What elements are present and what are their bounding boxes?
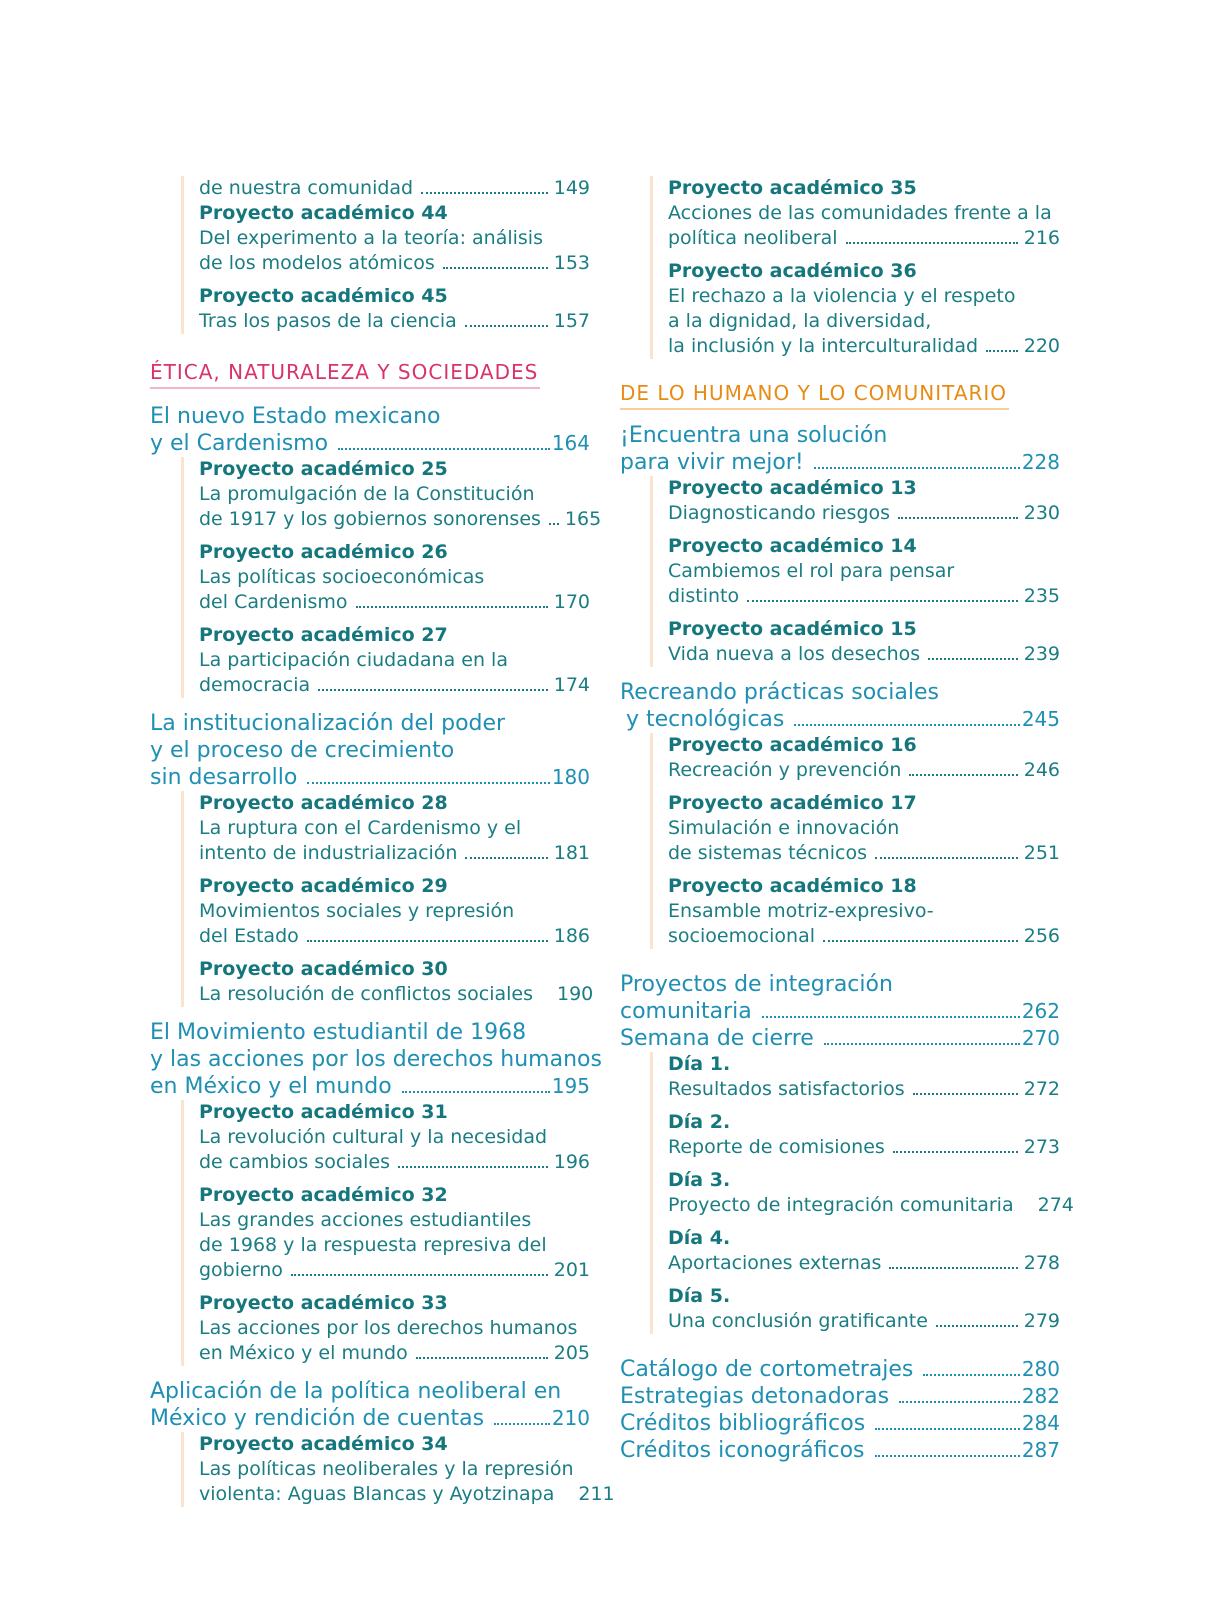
chapter-title[interactable]: Proyectos de integración: [620, 972, 893, 997]
project-group: [181, 1100, 590, 1366]
entry-text: violenta: Aguas Blancas y Ayotzinapa: [199, 1483, 555, 1505]
entry-text: Estrategias detonadoras: [620, 1384, 890, 1409]
dot-leader: [928, 658, 1018, 660]
project-title: Proyecto académico 33: [199, 1292, 448, 1314]
toc-entry[interactable]: [668, 758, 1060, 783]
toc-entry[interactable]: [668, 1135, 1060, 1160]
toc-entry[interactable]: [668, 642, 1060, 667]
tail-entry-creditos-iconograficos[interactable]: [620, 1437, 1060, 1464]
chapter-title[interactable]: y las acciones por los derechos humanos: [150, 1047, 602, 1072]
chapter-title[interactable]: La institucionalización del poder: [150, 711, 506, 736]
day-title: Día 5.: [668, 1285, 731, 1307]
dot-leader: [402, 1091, 550, 1093]
dot-leader: [291, 1274, 548, 1276]
entry-text: en México y el mundo: [199, 1342, 408, 1364]
toc-entry[interactable]: [199, 1482, 615, 1507]
toc-entry[interactable]: [668, 1193, 1074, 1218]
entry-text: Una conclusión gratificante: [668, 1310, 928, 1332]
toc-continued-block: [181, 176, 590, 334]
toc-entry[interactable]: [199, 1341, 590, 1366]
chapter-title[interactable]: Recreando prácticas sociales: [620, 680, 939, 705]
project-line: a la dignidad, la diversidad,: [668, 310, 932, 332]
page-number: 279: [1023, 1310, 1060, 1332]
toc-entry[interactable]: [199, 924, 590, 949]
chapter-title[interactable]: El Movimiento estudiantil de 1968: [150, 1020, 527, 1045]
dot-leader: [338, 448, 550, 450]
chapter-title[interactable]: Aplicación de la política neoliberal en: [150, 1379, 562, 1404]
day-title: Día 4.: [668, 1227, 731, 1249]
page-number: 287: [1021, 1438, 1060, 1462]
entry-text: para vivir mejor!: [620, 450, 804, 475]
dot-leader: [398, 1166, 548, 1168]
page-number: 165: [564, 508, 602, 530]
entry-text: México y rendición de cuentas: [150, 1406, 485, 1431]
project-line: Movimientos sociales y represión: [199, 900, 515, 922]
project-title: Proyecto académico 15: [668, 618, 917, 640]
project-title: Proyecto académico 26: [199, 541, 448, 563]
page-number: 195: [551, 1074, 590, 1098]
entry-text: Catálogo de cortometrajes: [620, 1357, 914, 1382]
dot-leader: [443, 267, 548, 269]
dot-leader: [893, 1151, 1018, 1153]
project-line: Acciones de las comunidades frente a la: [668, 202, 1052, 224]
entry-text: de 1917 y los gobiernos sonorenses: [199, 508, 541, 530]
chapter-title[interactable]: y el proceso de crecimiento: [150, 738, 455, 763]
dot-leader: [814, 467, 1020, 469]
entry-text: en México y el mundo: [150, 1074, 392, 1099]
toc-continued-block: [650, 176, 1060, 359]
entry-text: de nuestra comunidad: [199, 177, 414, 199]
toc-entry[interactable]: [668, 1309, 1060, 1334]
page-number: 256: [1023, 925, 1060, 947]
chapter-entry[interactable]: [150, 1073, 590, 1100]
project-line: Las políticas neoliberales y la represión: [199, 1458, 574, 1480]
entry-text: Vida nueva a los desechos: [668, 643, 921, 665]
page-number: 220: [1023, 335, 1060, 357]
chapter-entry[interactable]: [150, 430, 590, 457]
project-group: [181, 457, 602, 698]
entry-text: del Cardenismo: [199, 591, 348, 613]
project-line: Del experimento a la teoría: análisis: [199, 227, 543, 249]
project-line: La revolución cultural y la necesidad: [199, 1126, 548, 1148]
entry-text: Recreación y prevención: [668, 759, 902, 781]
project-line: Las grandes acciones estudiantiles: [199, 1209, 532, 1231]
toc-entry[interactable]: [668, 584, 1060, 609]
tail-entry-creditos-bibliograficos[interactable]: [620, 1410, 1060, 1437]
section-heading: ÉTICA, NATURALEZA Y SOCIEDADES: [150, 360, 540, 389]
project-title: Proyecto académico 16: [668, 734, 917, 756]
entry-text: Tras los pasos de la ciencia: [199, 310, 457, 332]
project-title: Proyecto académico 13: [668, 477, 917, 499]
project-line: Cambiemos el rol para pensar: [668, 560, 955, 582]
entry-text: Créditos iconográficos: [620, 1438, 865, 1463]
entry-text: democracia: [199, 674, 311, 696]
project-line: La promulgación de la Constitución: [199, 483, 535, 505]
page-number: 210: [551, 1406, 590, 1430]
page-number: 272: [1023, 1078, 1060, 1100]
dot-leader: [307, 940, 548, 942]
page-number: 205: [553, 1342, 590, 1364]
page-number: 282: [1021, 1384, 1060, 1408]
toc-entry[interactable]: [668, 924, 1060, 949]
toc-entry[interactable]: [199, 590, 590, 615]
page-number: 181: [553, 842, 590, 864]
entry-text: gobierno: [199, 1259, 283, 1281]
dot-leader: [421, 192, 548, 194]
chapter-entry[interactable]: [150, 764, 590, 791]
project-title: Proyecto académico 31: [199, 1101, 448, 1123]
page-number: 164: [551, 431, 590, 455]
dot-leader: [318, 689, 548, 691]
entry-text: la inclusión y la interculturalidad: [668, 335, 979, 357]
entry-text: de sistemas técnicos: [668, 842, 867, 864]
page-number: 262: [1021, 999, 1060, 1023]
project-title: Proyecto académico 44: [199, 202, 448, 224]
page-number: 196: [553, 1151, 590, 1173]
page-number: 278: [1023, 1252, 1060, 1274]
entry-text: Semana de cierre: [620, 1026, 814, 1051]
page-number: 180: [551, 765, 590, 789]
day-group: [650, 1052, 1074, 1334]
entry-text: Resultados satisfactorios: [668, 1078, 905, 1100]
entry-text: intento de industrialización: [199, 842, 458, 864]
project-title: Proyecto académico 35: [668, 177, 917, 199]
project-group: [181, 1432, 615, 1507]
page-number: 235: [1023, 585, 1060, 607]
project-group: [650, 733, 1060, 949]
dot-leader: [899, 1401, 1020, 1403]
project-title: Proyecto académico 28: [199, 792, 448, 814]
dot-leader: [889, 1267, 1017, 1269]
dot-leader: [898, 517, 1018, 519]
project-title: Proyecto académico 17: [668, 792, 917, 814]
page-number: 251: [1023, 842, 1060, 864]
project-group: [181, 791, 594, 1007]
project-group: [650, 476, 1060, 667]
day-title: Día 2.: [668, 1111, 731, 1133]
entry-text: sin desarrollo: [150, 765, 298, 790]
entry-text: distinto: [668, 585, 740, 607]
page-number: 280: [1021, 1357, 1060, 1381]
day-title: Día 1.: [668, 1053, 731, 1075]
project-title: Proyecto académico 34: [199, 1433, 448, 1455]
toc-entry[interactable]: [668, 1077, 1060, 1102]
page-number: 239: [1023, 643, 1060, 665]
project-line: Las políticas socioeconómicas: [199, 566, 485, 588]
entry-text: La resolución de conflictos sociales: [199, 983, 533, 1005]
dot-leader: [465, 857, 547, 859]
chapter-entry[interactable]: [620, 706, 1060, 733]
project-title: Proyecto académico 14: [668, 535, 917, 557]
toc-entry[interactable]: [668, 501, 1060, 526]
dot-leader: [923, 1374, 1019, 1376]
page-number: 274: [1037, 1194, 1074, 1216]
page-number: 216: [1023, 227, 1060, 249]
dot-leader: [824, 1043, 1020, 1045]
dot-leader: [794, 724, 1019, 726]
toc-entry[interactable]: [199, 673, 590, 698]
dot-leader: [465, 325, 548, 327]
project-line: Las acciones por los derechos humanos: [199, 1317, 578, 1339]
project-title: Proyecto académico 36: [668, 260, 917, 282]
dot-leader: [494, 1423, 550, 1425]
project-title: Proyecto académico 18: [668, 875, 917, 897]
section-heading: DE LO HUMANO Y LO COMUNITARIO: [620, 381, 1009, 410]
toc-entry[interactable]: [199, 251, 590, 276]
project-title: Proyecto académico 29: [199, 875, 448, 897]
entry-text: y el Cardenismo: [150, 431, 329, 456]
project-title: Proyecto académico 25: [199, 458, 448, 480]
toc-entry[interactable]: [199, 176, 590, 201]
chapter-title[interactable]: El nuevo Estado mexicano: [150, 404, 441, 429]
page-number: 211: [578, 1483, 615, 1505]
entry-text: Aportaciones externas: [668, 1252, 882, 1274]
entry-text: de los modelos atómicos: [199, 252, 435, 274]
dot-leader: [549, 523, 559, 525]
page-number: 246: [1023, 759, 1060, 781]
dot-leader: [762, 1016, 1020, 1018]
entry-text: Proyecto de integración comunitaria: [668, 1194, 1014, 1216]
tail-entry-catalogo[interactable]: [620, 1356, 1060, 1383]
project-line: Simulación e innovación: [668, 817, 900, 839]
project-line: de 1968 y la respuesta represiva del: [199, 1234, 547, 1256]
entry-text: y tecnológicas: [626, 707, 785, 732]
dot-leader: [913, 1093, 1018, 1095]
dot-leader: [875, 1428, 1020, 1430]
chapter-entry[interactable]: [620, 998, 1060, 1025]
toc-entry[interactable]: [668, 1251, 1060, 1276]
entry-text: Reporte de comisiones: [668, 1136, 885, 1158]
dot-leader: [356, 606, 548, 608]
page-number: 228: [1021, 450, 1060, 474]
project-title: Proyecto académico 32: [199, 1184, 448, 1206]
project-title: Proyecto académico 45: [199, 285, 448, 307]
dot-leader: [307, 782, 549, 784]
dot-leader: [823, 940, 1018, 942]
page-number: 190: [557, 983, 594, 1005]
tail-entry-estrategias[interactable]: [620, 1383, 1060, 1410]
page-number: 245: [1021, 707, 1060, 731]
entry-text: Créditos bibliográficos: [620, 1411, 866, 1436]
toc-entry[interactable]: [199, 309, 590, 334]
page-number: 186: [553, 925, 590, 947]
entry-text: política neoliberal: [668, 227, 838, 249]
page-number: 230: [1023, 502, 1060, 524]
page-number: 270: [1021, 1026, 1060, 1050]
page-number: 157: [553, 310, 590, 332]
chapter-entry[interactable]: [150, 1405, 590, 1432]
chapter-entry[interactable]: [620, 1025, 1060, 1052]
toc-entry[interactable]: [199, 1150, 590, 1175]
project-line: El rechazo a la violencia y el respeto: [668, 285, 1016, 307]
page-number: 174: [553, 674, 590, 696]
chapter-title[interactable]: ¡Encuentra una solución: [620, 423, 888, 448]
toc-entry[interactable]: [668, 226, 1060, 251]
dot-leader: [1022, 1209, 1032, 1211]
page-number: 284: [1021, 1411, 1060, 1435]
dot-leader: [909, 774, 1017, 776]
day-title: Día 3.: [668, 1169, 731, 1191]
dot-leader: [416, 1357, 548, 1359]
toc-entry[interactable]: [199, 1258, 590, 1283]
entry-text: de cambios sociales: [199, 1151, 391, 1173]
page-number: 170: [553, 591, 590, 613]
project-line: La participación ciudadana en la: [199, 649, 508, 671]
toc-entry[interactable]: [668, 841, 1060, 866]
toc-entry[interactable]: [199, 841, 590, 866]
dot-leader: [846, 242, 1018, 244]
page-number: 273: [1023, 1136, 1060, 1158]
dot-leader: [986, 350, 1018, 352]
dot-leader: [936, 1325, 1018, 1327]
page-number: 149: [553, 177, 590, 199]
entry-text: socioemocional: [668, 925, 816, 947]
toc-entry[interactable]: [668, 334, 1060, 359]
dot-leader: [875, 1455, 1020, 1457]
dot-leader: [875, 857, 1018, 859]
project-line: Ensamble motriz-expresivo-: [668, 900, 934, 922]
dot-leader: [747, 600, 1018, 602]
page-number: 153: [553, 252, 590, 274]
toc-entry[interactable]: [199, 507, 602, 532]
project-title: Proyecto académico 30: [199, 958, 448, 980]
dot-leader: [562, 1498, 572, 1500]
chapter-entry[interactable]: [620, 449, 1060, 476]
toc-column-right: [620, 176, 1074, 1464]
dot-leader: [541, 998, 551, 1000]
project-title: Proyecto académico 27: [199, 624, 448, 646]
project-line: La ruptura con el Cardenismo y el: [199, 817, 522, 839]
entry-text: del Estado: [199, 925, 299, 947]
toc-entry[interactable]: [199, 982, 594, 1007]
entry-text: Diagnosticando riesgos: [668, 502, 891, 524]
toc-column-left: [150, 176, 615, 1507]
entry-text: comunitaria: [620, 999, 752, 1024]
page-number: 201: [553, 1259, 590, 1281]
